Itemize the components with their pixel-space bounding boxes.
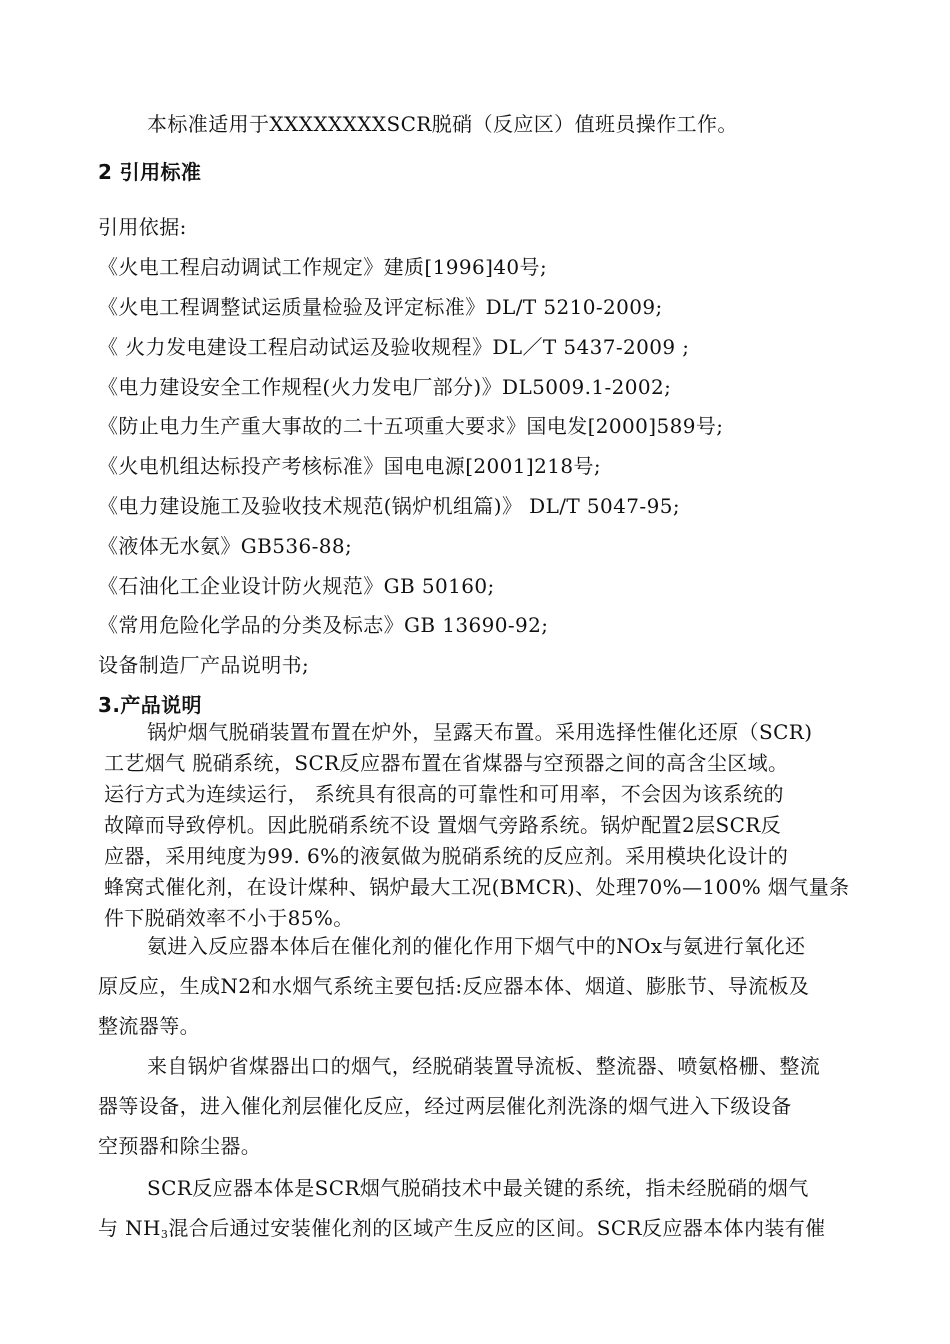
reference-item: 《防止电力生产重大事故的二十五项重大要求》国电发[2000]589号; [98, 414, 724, 438]
text-segment: 与 NH [98, 1216, 161, 1240]
reference-item: 《 火力发电建设工程启动试运及验收规程》DL／T 5437-2009 ; [98, 335, 690, 359]
paragraph-line: 原反应，生成N2和水烟气系统主要包括:反应器本体、烟道、膨胀节、导流板及 [98, 974, 810, 998]
paragraph-line: 整流器等。 [98, 1014, 200, 1038]
reference-basis-label: 引用依据: [98, 215, 187, 239]
reference-item: 《液体无水氨》GB536-88; [98, 534, 353, 558]
paragraph-line: 工艺烟气 脱硝系统，SCR反应器布置在省煤器与空预器之间的高含尘区域。 [104, 751, 789, 775]
text-segment: 混合后通过安装催化剂的区域产生反应的区间。SCR反应器本体内装有催 [168, 1216, 826, 1240]
paragraph-line: 来自锅炉省煤器出口的烟气，经脱硝装置导流板、整流器、喷氨格栅、整流 [147, 1054, 821, 1078]
paragraph-line: 应器，采用纯度为99. 6%的液氨做为脱硝系统的反应剂。采用模块化设计的 [104, 844, 789, 868]
scope-statement: 本标准适用于XXXXXXXXSCR脱硝（反应区）值班员操作工作。 [147, 112, 738, 136]
paragraph-line: SCR反应器本体是SCR烟气脱硝技术中最关键的系统，指未经脱硝的烟气 [147, 1176, 809, 1200]
paragraph-line: 器等设备，进入催化剂层催化反应，经过两层催化剂洗涤的烟气进入下级设备 [98, 1094, 792, 1118]
reference-item: 《火电工程调整试运质量检验及评定标准》DL/T 5210-2009; [98, 295, 663, 319]
section-3-heading: 3.产品说明 [98, 693, 202, 717]
reference-item: 《火电机组达标投产考核标准》国电电源[2001]218号; [98, 454, 602, 478]
paragraph-line: 锅炉烟气脱硝装置布置在炉外，呈露天布置。采用选择性催化还原（SCR) [147, 720, 813, 744]
paragraph-line: 蜂窝式催化剂，在设计煤种、锅炉最大工况(BMCR)、处理70%—100% 烟气量条 [104, 875, 850, 899]
reference-item: 《常用危险化学品的分类及标志》GB 13690-92; [98, 613, 549, 637]
subscript-3: 3 [160, 1228, 169, 1241]
reference-item: 《火电工程启动调试工作规定》建质[1996]40号; [98, 255, 548, 279]
paragraph-line: 故障而导致停机。因此脱硝系统不设 置烟气旁路系统。锅炉配置2层SCR反 [104, 813, 782, 837]
paragraph-line [98, 1216, 826, 1247]
section-2-heading: 2 引用标准 [98, 160, 202, 184]
paragraph-line: 运行方式为连续运行， 系统具有很高的可靠性和可用率，不会因为该系统的 [104, 782, 784, 806]
paragraph-line: 氨进入反应器本体后在催化剂的催化作用下烟气中的NOx与氨进行氧化还 [147, 934, 806, 958]
paragraph-line: 件下脱硝效率不小于85%。 [104, 906, 354, 930]
paragraph-line: 空预器和除尘器。 [98, 1134, 262, 1158]
reference-item: 《电力建设施工及验收技术规范(锅炉机组篇)》 DL/T 5047-95; [98, 494, 680, 518]
reference-item: 《电力建设安全工作规程(火力发电厂部分)》DL5009.1-2002; [98, 375, 672, 399]
reference-item: 设备制造厂产品说明书; [98, 653, 310, 677]
reference-item: 《石油化工企业设计防火规范》GB 50160; [98, 574, 495, 598]
